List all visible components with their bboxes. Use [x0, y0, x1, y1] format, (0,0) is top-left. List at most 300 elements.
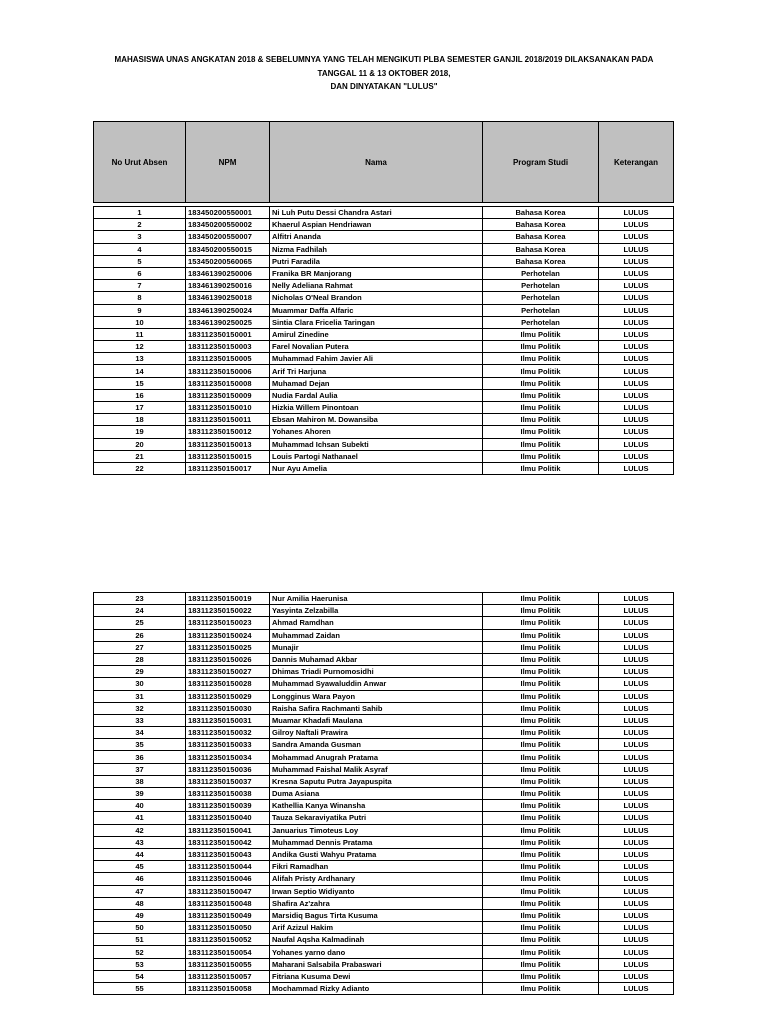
cell-npm: 183112350150049 [186, 909, 270, 921]
cell-prodi: Ilmu Politik [483, 848, 599, 860]
table-row [94, 292, 674, 304]
cell-keterangan: LULUS [599, 763, 674, 775]
cell-keterangan: LULUS [599, 934, 674, 946]
cell-npm: 183112350150039 [186, 800, 270, 812]
cell-keterangan: LULUS [599, 267, 674, 279]
cell-npm: 183112350150038 [186, 788, 270, 800]
table-row [94, 678, 674, 690]
cell-npm: 183112350150048 [186, 897, 270, 909]
cell-no: 12 [94, 341, 186, 353]
cell-prodi: Bahasa Korea [483, 231, 599, 243]
cell-prodi: Ilmu Politik [483, 836, 599, 848]
cell-prodi: Bahasa Korea [483, 243, 599, 255]
table-row [94, 983, 674, 995]
cell-npm: 183461390250018 [186, 292, 270, 304]
cell-prodi: Ilmu Politik [483, 800, 599, 812]
table-row [94, 897, 674, 909]
cell-no: 49 [94, 909, 186, 921]
table-row [94, 231, 674, 243]
cell-npm: 183112350150033 [186, 739, 270, 751]
cell-prodi: Ilmu Politik [483, 970, 599, 982]
cell-nama: Muhamad Dejan [270, 377, 483, 389]
cell-nama: Andika Gusti Wahyu Pratama [270, 848, 483, 860]
cell-prodi: Perhotelan [483, 267, 599, 279]
cell-npm: 183112350150034 [186, 751, 270, 763]
cell-no: 33 [94, 714, 186, 726]
cell-nama: Dannis Muhamad Akbar [270, 653, 483, 665]
cell-no: 20 [94, 438, 186, 450]
cell-no: 22 [94, 462, 186, 474]
cell-nama: Yohanes yarno dano [270, 946, 483, 958]
cell-keterangan: LULUS [599, 848, 674, 860]
cell-nama: Muhammad Faishal Malik Asyraf [270, 763, 483, 775]
table-row [94, 365, 674, 377]
cell-keterangan: LULUS [599, 653, 674, 665]
header-no: No Urut Absen [94, 122, 186, 203]
cell-nama: Januarius Timoteus Loy [270, 824, 483, 836]
cell-npm: 183450200550002 [186, 219, 270, 231]
cell-no: 53 [94, 958, 186, 970]
cell-keterangan: LULUS [599, 389, 674, 401]
cell-prodi: Ilmu Politik [483, 775, 599, 787]
cell-npm: 183112350150008 [186, 377, 270, 389]
cell-prodi: Ilmu Politik [483, 353, 599, 365]
cell-npm: 183112350150042 [186, 836, 270, 848]
cell-npm: 183112350150006 [186, 365, 270, 377]
cell-no: 8 [94, 292, 186, 304]
table-row [94, 934, 674, 946]
cell-npm: 183112350150054 [186, 946, 270, 958]
header-prodi: Program Studi [483, 122, 599, 203]
cell-prodi: Ilmu Politik [483, 958, 599, 970]
cell-npm: 183112350150036 [186, 763, 270, 775]
cell-keterangan: LULUS [599, 909, 674, 921]
cell-keterangan: LULUS [599, 231, 674, 243]
cell-no: 17 [94, 402, 186, 414]
table-row [94, 751, 674, 763]
table-row [94, 763, 674, 775]
cell-npm: 183112350150030 [186, 702, 270, 714]
cell-no: 48 [94, 897, 186, 909]
table-header-row [94, 122, 674, 203]
cell-keterangan: LULUS [599, 885, 674, 897]
cell-no: 27 [94, 641, 186, 653]
cell-prodi: Ilmu Politik [483, 629, 599, 641]
cell-no: 10 [94, 316, 186, 328]
cell-no: 13 [94, 353, 186, 365]
table-row [94, 593, 674, 605]
table-row [94, 280, 674, 292]
table-row [94, 800, 674, 812]
cell-keterangan: LULUS [599, 727, 674, 739]
cell-prodi: Perhotelan [483, 316, 599, 328]
table-row [94, 861, 674, 873]
cell-npm: 183112350150041 [186, 824, 270, 836]
cell-no: 6 [94, 267, 186, 279]
cell-keterangan: LULUS [599, 292, 674, 304]
cell-nama: Yasyinta Zelzabilla [270, 605, 483, 617]
cell-no: 15 [94, 377, 186, 389]
cell-npm: 183461390250024 [186, 304, 270, 316]
table-row [94, 946, 674, 958]
cell-prodi: Ilmu Politik [483, 873, 599, 885]
cell-keterangan: LULUS [599, 775, 674, 787]
table-row [94, 219, 674, 231]
cell-no: 24 [94, 605, 186, 617]
cell-nama: Nur Ayu Amelia [270, 462, 483, 474]
cell-prodi: Bahasa Korea [483, 255, 599, 267]
cell-nama: Muhammad Ichsan Subekti [270, 438, 483, 450]
cell-keterangan: LULUS [599, 873, 674, 885]
cell-npm: 183112350150019 [186, 593, 270, 605]
table-row [94, 702, 674, 714]
cell-prodi: Ilmu Politik [483, 426, 599, 438]
cell-npm: 183112350150013 [186, 438, 270, 450]
cell-nama: Muammar Daffa Alfaric [270, 304, 483, 316]
cell-keterangan: LULUS [599, 353, 674, 365]
cell-nama: Ebsan Mahiron M. Dowansiba [270, 414, 483, 426]
cell-keterangan: LULUS [599, 207, 674, 219]
cell-npm: 183450200550001 [186, 207, 270, 219]
cell-prodi: Ilmu Politik [483, 341, 599, 353]
cell-keterangan: LULUS [599, 812, 674, 824]
cell-no: 31 [94, 690, 186, 702]
cell-nama: Arif Azizul Hakim [270, 922, 483, 934]
cell-no: 41 [94, 812, 186, 824]
document-title [60, 53, 708, 94]
table-row [94, 775, 674, 787]
cell-prodi: Ilmu Politik [483, 365, 599, 377]
cell-nama: Franika BR Manjorang [270, 267, 483, 279]
table-row [94, 788, 674, 800]
cell-keterangan: LULUS [599, 690, 674, 702]
cell-prodi: Ilmu Politik [483, 946, 599, 958]
cell-no: 36 [94, 751, 186, 763]
table-row [94, 653, 674, 665]
cell-nama: Nur Amilia Haerunisa [270, 593, 483, 605]
cell-keterangan: LULUS [599, 666, 674, 678]
cell-nama: Dhimas Triadi Purnomosidhi [270, 666, 483, 678]
cell-npm: 183112350150031 [186, 714, 270, 726]
cell-nama: Kathellia Kanya Winansha [270, 800, 483, 812]
cell-keterangan: LULUS [599, 714, 674, 726]
cell-prodi: Ilmu Politik [483, 922, 599, 934]
header-npm: NPM [186, 122, 270, 203]
cell-keterangan: LULUS [599, 280, 674, 292]
table-row [94, 267, 674, 279]
cell-prodi: Ilmu Politik [483, 377, 599, 389]
cell-prodi: Ilmu Politik [483, 751, 599, 763]
cell-no: 19 [94, 426, 186, 438]
cell-prodi: Perhotelan [483, 292, 599, 304]
cell-npm: 183112350150012 [186, 426, 270, 438]
cell-keterangan: LULUS [599, 702, 674, 714]
cell-keterangan: LULUS [599, 800, 674, 812]
cell-nama: Mochammad Rizky Adianto [270, 983, 483, 995]
cell-no: 37 [94, 763, 186, 775]
cell-nama: Ni Luh Putu Dessi Chandra Astari [270, 207, 483, 219]
cell-keterangan: LULUS [599, 426, 674, 438]
cell-no: 1 [94, 207, 186, 219]
cell-prodi: Ilmu Politik [483, 690, 599, 702]
cell-nama: Putri Faradila [270, 255, 483, 267]
table-row [94, 426, 674, 438]
table-row [94, 885, 674, 897]
cell-prodi: Ilmu Politik [483, 739, 599, 751]
cell-npm: 183112350150052 [186, 934, 270, 946]
cell-keterangan: LULUS [599, 788, 674, 800]
cell-prodi: Ilmu Politik [483, 934, 599, 946]
cell-prodi: Ilmu Politik [483, 983, 599, 995]
cell-keterangan: LULUS [599, 922, 674, 934]
cell-keterangan: LULUS [599, 958, 674, 970]
cell-prodi: Ilmu Politik [483, 885, 599, 897]
cell-no: 38 [94, 775, 186, 787]
cell-no: 5 [94, 255, 186, 267]
table-row [94, 812, 674, 824]
cell-nama: Yohanes Ahoren [270, 426, 483, 438]
cell-npm: 183112350150047 [186, 885, 270, 897]
cell-prodi: Ilmu Politik [483, 389, 599, 401]
cell-nama: Ahmad Ramdhan [270, 617, 483, 629]
cell-prodi: Ilmu Politik [483, 414, 599, 426]
cell-npm: 183461390250016 [186, 280, 270, 292]
cell-nama: Nudia Fardal Aulia [270, 389, 483, 401]
cell-no: 47 [94, 885, 186, 897]
table-row [94, 617, 674, 629]
cell-prodi: Ilmu Politik [483, 666, 599, 678]
cell-npm: 183450200550007 [186, 231, 270, 243]
cell-npm: 183112350150058 [186, 983, 270, 995]
cell-nama: Tauza Sekaraviyatika Putri [270, 812, 483, 824]
cell-keterangan: LULUS [599, 970, 674, 982]
cell-npm: 183112350150023 [186, 617, 270, 629]
cell-no: 39 [94, 788, 186, 800]
cell-no: 40 [94, 800, 186, 812]
cell-keterangan: LULUS [599, 365, 674, 377]
cell-prodi: Ilmu Politik [483, 678, 599, 690]
cell-prodi: Ilmu Politik [483, 727, 599, 739]
cell-npm: 183112350150022 [186, 605, 270, 617]
cell-no: 4 [94, 243, 186, 255]
cell-nama: Naufal Aqsha Kalmadinah [270, 934, 483, 946]
cell-npm: 183112350150028 [186, 678, 270, 690]
table-row [94, 727, 674, 739]
cell-nama: Shafira Az'zahra [270, 897, 483, 909]
cell-npm: 183112350150009 [186, 389, 270, 401]
table-row [94, 207, 674, 219]
cell-no: 52 [94, 946, 186, 958]
cell-nama: Mohammad Anugrah Pratama [270, 751, 483, 763]
cell-no: 54 [94, 970, 186, 982]
cell-keterangan: LULUS [599, 678, 674, 690]
cell-prodi: Ilmu Politik [483, 824, 599, 836]
cell-npm: 183112350150025 [186, 641, 270, 653]
table-row [94, 909, 674, 921]
cell-keterangan: LULUS [599, 861, 674, 873]
table-row [94, 341, 674, 353]
cell-nama: Alfitri Ananda [270, 231, 483, 243]
table-body-1 [94, 203, 674, 475]
cell-no: 46 [94, 873, 186, 885]
table-row [94, 848, 674, 860]
table-row [94, 414, 674, 426]
cell-keterangan: LULUS [599, 629, 674, 641]
cell-no: 7 [94, 280, 186, 292]
cell-keterangan: LULUS [599, 824, 674, 836]
table-row [94, 450, 674, 462]
cell-prodi: Ilmu Politik [483, 617, 599, 629]
cell-nama: Sandra Amanda Gusman [270, 739, 483, 751]
cell-npm: 183112350150015 [186, 450, 270, 462]
table-row [94, 316, 674, 328]
cell-no: 11 [94, 328, 186, 340]
cell-prodi: Perhotelan [483, 280, 599, 292]
cell-no: 2 [94, 219, 186, 231]
cell-npm: 183112350150017 [186, 462, 270, 474]
cell-prodi: Ilmu Politik [483, 605, 599, 617]
table-row [94, 641, 674, 653]
cell-npm: 183112350150032 [186, 727, 270, 739]
cell-no: 25 [94, 617, 186, 629]
cell-prodi: Ilmu Politik [483, 897, 599, 909]
cell-nama: Munajir [270, 641, 483, 653]
table-row [94, 958, 674, 970]
cell-nama: Louis Partogi Nathanael [270, 450, 483, 462]
cell-prodi: Perhotelan [483, 304, 599, 316]
cell-nama: Raisha Safira Rachmanti Sahib [270, 702, 483, 714]
cell-nama: Duma Asiana [270, 788, 483, 800]
cell-npm: 183450200550015 [186, 243, 270, 255]
cell-prodi: Ilmu Politik [483, 641, 599, 653]
cell-keterangan: LULUS [599, 414, 674, 426]
table-row [94, 873, 674, 885]
cell-npm: 183112350150044 [186, 861, 270, 873]
cell-keterangan: LULUS [599, 438, 674, 450]
cell-npm: 183112350150050 [186, 922, 270, 934]
table-row [94, 389, 674, 401]
cell-no: 50 [94, 922, 186, 934]
cell-nama: Nicholas O'Neal Brandon [270, 292, 483, 304]
cell-keterangan: LULUS [599, 897, 674, 909]
cell-npm: 183112350150011 [186, 414, 270, 426]
cell-no: 18 [94, 414, 186, 426]
cell-prodi: Ilmu Politik [483, 462, 599, 474]
cell-keterangan: LULUS [599, 243, 674, 255]
cell-prodi: Ilmu Politik [483, 328, 599, 340]
cell-no: 26 [94, 629, 186, 641]
table-row [94, 690, 674, 702]
cell-no: 32 [94, 702, 186, 714]
cell-nama: Fikri Ramadhan [270, 861, 483, 873]
cell-npm: 183112350150003 [186, 341, 270, 353]
cell-nama: Arif Tri Harjuna [270, 365, 483, 377]
table-row [94, 243, 674, 255]
cell-nama: Muhammad Zaidan [270, 629, 483, 641]
cell-no: 45 [94, 861, 186, 873]
cell-nama: Hizkia Willem Pinontoan [270, 402, 483, 414]
cell-keterangan: LULUS [599, 219, 674, 231]
cell-no: 29 [94, 666, 186, 678]
cell-nama: Maharani Salsabila Prabaswari [270, 958, 483, 970]
cell-npm: 183112350150057 [186, 970, 270, 982]
cell-keterangan: LULUS [599, 641, 674, 653]
cell-no: 9 [94, 304, 186, 316]
title-line-1: MAHASISWA UNAS ANGKATAN 2018 & SEBELUMNYA YANG TELAH MENGIKUTI PLBA SEMESTER GANJIL 2018/2019 DILAKSANAKAN PADA [114, 55, 654, 64]
table-row [94, 353, 674, 365]
cell-nama: Marsidiq Bagus Tirta Kusuma [270, 909, 483, 921]
table-row [94, 970, 674, 982]
cell-nama: Khaerul Aspian Hendriawan [270, 219, 483, 231]
cell-keterangan: LULUS [599, 462, 674, 474]
table-row [94, 402, 674, 414]
cell-no: 28 [94, 653, 186, 665]
cell-prodi: Ilmu Politik [483, 861, 599, 873]
cell-no: 55 [94, 983, 186, 995]
cell-prodi: Ilmu Politik [483, 593, 599, 605]
table-row [94, 462, 674, 474]
cell-keterangan: LULUS [599, 402, 674, 414]
cell-nama: Gilroy Naftali Prawira [270, 727, 483, 739]
cell-nama: Muhammad Fahim Javier Ali [270, 353, 483, 365]
cell-no: 16 [94, 389, 186, 401]
cell-keterangan: LULUS [599, 377, 674, 389]
header-keterangan: Keterangan [599, 122, 674, 203]
cell-prodi: Ilmu Politik [483, 438, 599, 450]
table-row [94, 836, 674, 848]
cell-prodi: Ilmu Politik [483, 702, 599, 714]
student-table-page-2 [93, 592, 674, 995]
table-row [94, 304, 674, 316]
cell-nama: Nizma Fadhilah [270, 243, 483, 255]
cell-keterangan: LULUS [599, 328, 674, 340]
cell-nama: Muamar Khadafi Maulana [270, 714, 483, 726]
cell-prodi: Ilmu Politik [483, 402, 599, 414]
cell-prodi: Ilmu Politik [483, 763, 599, 775]
cell-no: 21 [94, 450, 186, 462]
table-row [94, 714, 674, 726]
cell-nama: Farel Novalian Putera [270, 341, 483, 353]
cell-prodi: Ilmu Politik [483, 653, 599, 665]
cell-nama: Sintia Clara Fricelia Taringan [270, 316, 483, 328]
cell-keterangan: LULUS [599, 617, 674, 629]
table-row [94, 328, 674, 340]
cell-npm: 183112350150043 [186, 848, 270, 860]
title-line-2: TANGGAL 11 & 13 OKTOBER 2018, [317, 68, 451, 78]
cell-keterangan: LULUS [599, 751, 674, 763]
cell-npm: 183461390250006 [186, 267, 270, 279]
cell-prodi: Bahasa Korea [483, 219, 599, 231]
table-row [94, 922, 674, 934]
cell-keterangan: LULUS [599, 450, 674, 462]
cell-no: 3 [94, 231, 186, 243]
cell-no: 35 [94, 739, 186, 751]
cell-no: 51 [94, 934, 186, 946]
cell-npm: 183112350150010 [186, 402, 270, 414]
table-row [94, 824, 674, 836]
cell-npm: 183112350150027 [186, 666, 270, 678]
table-row [94, 255, 674, 267]
cell-npm: 183112350150026 [186, 653, 270, 665]
cell-nama: Longginus Wara Payon [270, 690, 483, 702]
cell-nama: Alifah Pristy Ardhanary [270, 873, 483, 885]
cell-no: 14 [94, 365, 186, 377]
cell-keterangan: LULUS [599, 593, 674, 605]
cell-prodi: Ilmu Politik [483, 812, 599, 824]
cell-nama: Amirul Zinedine [270, 328, 483, 340]
table-row [94, 377, 674, 389]
cell-npm: 183112350150001 [186, 328, 270, 340]
